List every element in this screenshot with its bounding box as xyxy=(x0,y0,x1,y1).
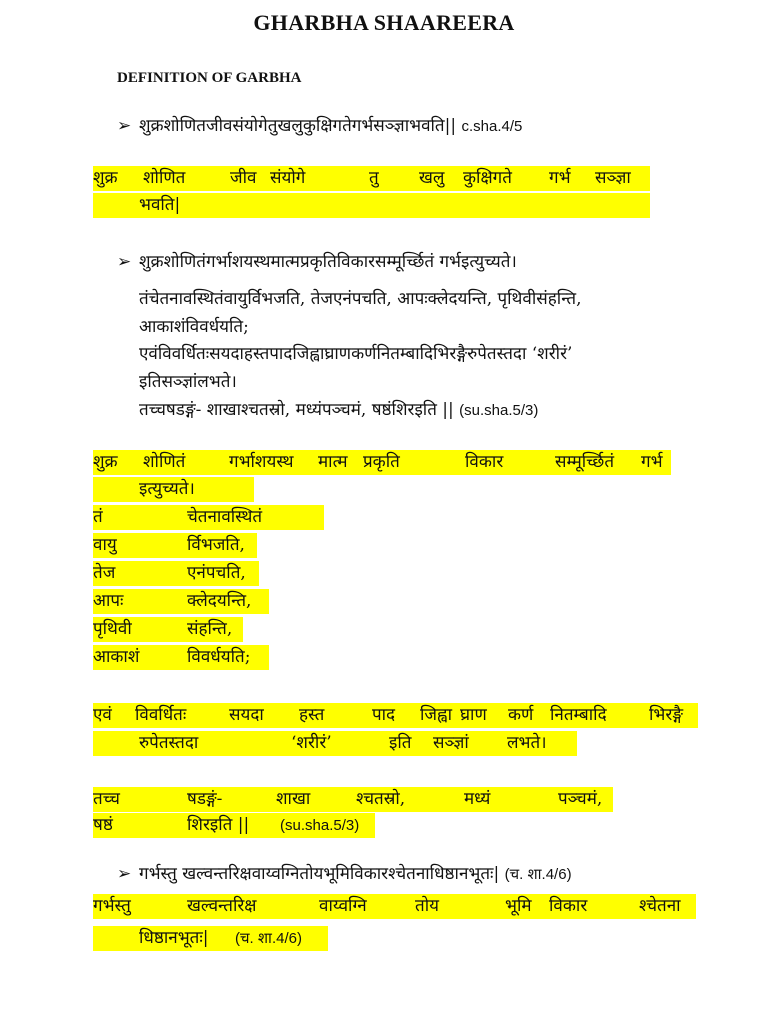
highlight-row: एवं विवर्धितः सयदा हस्त पाद जिह्वा घ्राण कर्ण नितम्बादि भिरङ्गै xyxy=(93,703,698,728)
reference: (च. शा.4/6) xyxy=(504,866,572,883)
highlight-row: आकाशं विवर्धयति; xyxy=(93,645,269,670)
highlight-row: आपः क्लेदयन्ति, xyxy=(93,589,269,614)
highlight-row: गर्भस्तु खल्वन्तरिक्ष वाय्वग्नि तोय भूमि विकार श्चेतना xyxy=(93,894,696,919)
highlight-row: षष्ठं शिरइति || (su.sha.5/3) xyxy=(93,813,375,838)
highlight-row: धिष्ठानभूतः| (च. शा.4/6) xyxy=(93,926,328,951)
reference: (su.sha.5/3) xyxy=(280,817,360,834)
highlight-row: इत्युच्यते। xyxy=(93,477,254,502)
bullet-line-2: ➢ शुक्रशोणितंगर्भाशयस्थमात्मप्रकृतिविकारसम्मूर्च्छितं गर्भइत्युच्यते। xyxy=(117,252,517,272)
bullet-line-1: ➢ शुक्रशोणितजीवसंयोगेतुखलुकुक्षिगतेगर्भसञ्ज्ञाभवति|| c.sha.4/5 xyxy=(117,116,523,136)
page-title: GHARBHA SHAAREERA xyxy=(253,10,515,35)
highlight-row: भवति| xyxy=(93,193,650,218)
paragraph-line: इतिसञ्ज्ञांलभते। xyxy=(139,372,237,392)
arrow-bullet-icon: ➢ xyxy=(117,864,132,884)
highlight-row: शुक्र शोणितं गर्भाशयस्थ मात्म प्रकृति विकार सम्मूर्च्छितं गर्भ xyxy=(93,450,671,475)
bullet-line-3: ➢ गर्भस्तु खल्वन्तरिक्षवाय्वग्नितोयभूमिविकारश्चेतनाधिष्ठानभूतः| (च. शा.4/6) xyxy=(117,864,572,884)
highlight-row: रुपेतस्तदा ‘शरीरं’ इति सञ्ज्ञां लभते। xyxy=(93,731,577,756)
reference: c.sha.4/5 xyxy=(461,118,523,135)
highlight-row: वायु र्विभजति, xyxy=(93,533,257,558)
reference: (च. शा.4/6) xyxy=(235,930,302,947)
paragraph-line: तंचेतनावस्थितंवायुर्विभजति, तेजएनंपचति, आपःक्लेदयन्ति, पृथिवीसंहन्ति, xyxy=(139,289,582,309)
highlight-row: तं चेतनावस्थितं xyxy=(93,505,324,530)
highlight-row: तेज एनंपचति, xyxy=(93,561,259,586)
highlight-row: शुक्र शोणित जीव संयोगे तु खलु कुक्षिगते गर्भ सञ्ज्ञा xyxy=(93,166,650,191)
paragraph-line: आकाशंविवर्धयति; xyxy=(139,317,249,337)
paragraph-line: तच्चषडङ्गं- शाखाश्चतस्रो, मध्यंपञ्चमं, षष्ठंशिरइति || (su.sha.5/3) xyxy=(139,400,539,420)
highlight-row: पृथिवी संहन्ति, xyxy=(93,617,243,642)
section-heading: DEFINITION OF GARBHA xyxy=(117,70,302,86)
arrow-bullet-icon: ➢ xyxy=(117,116,132,136)
reference: (su.sha.5/3) xyxy=(459,402,539,419)
highlight-row: तच्च षडङ्गं- शाखा श्चतस्रो, मध्यं पञ्चमं, xyxy=(93,787,613,812)
paragraph-line: एवंविवर्धितःसयदाहस्तपादजिह्वाघ्राणकर्णनितम्बादिभिरङ्गैरुपेतस्तदा ‘शरीरं’ xyxy=(139,344,573,364)
arrow-bullet-icon: ➢ xyxy=(117,252,132,272)
